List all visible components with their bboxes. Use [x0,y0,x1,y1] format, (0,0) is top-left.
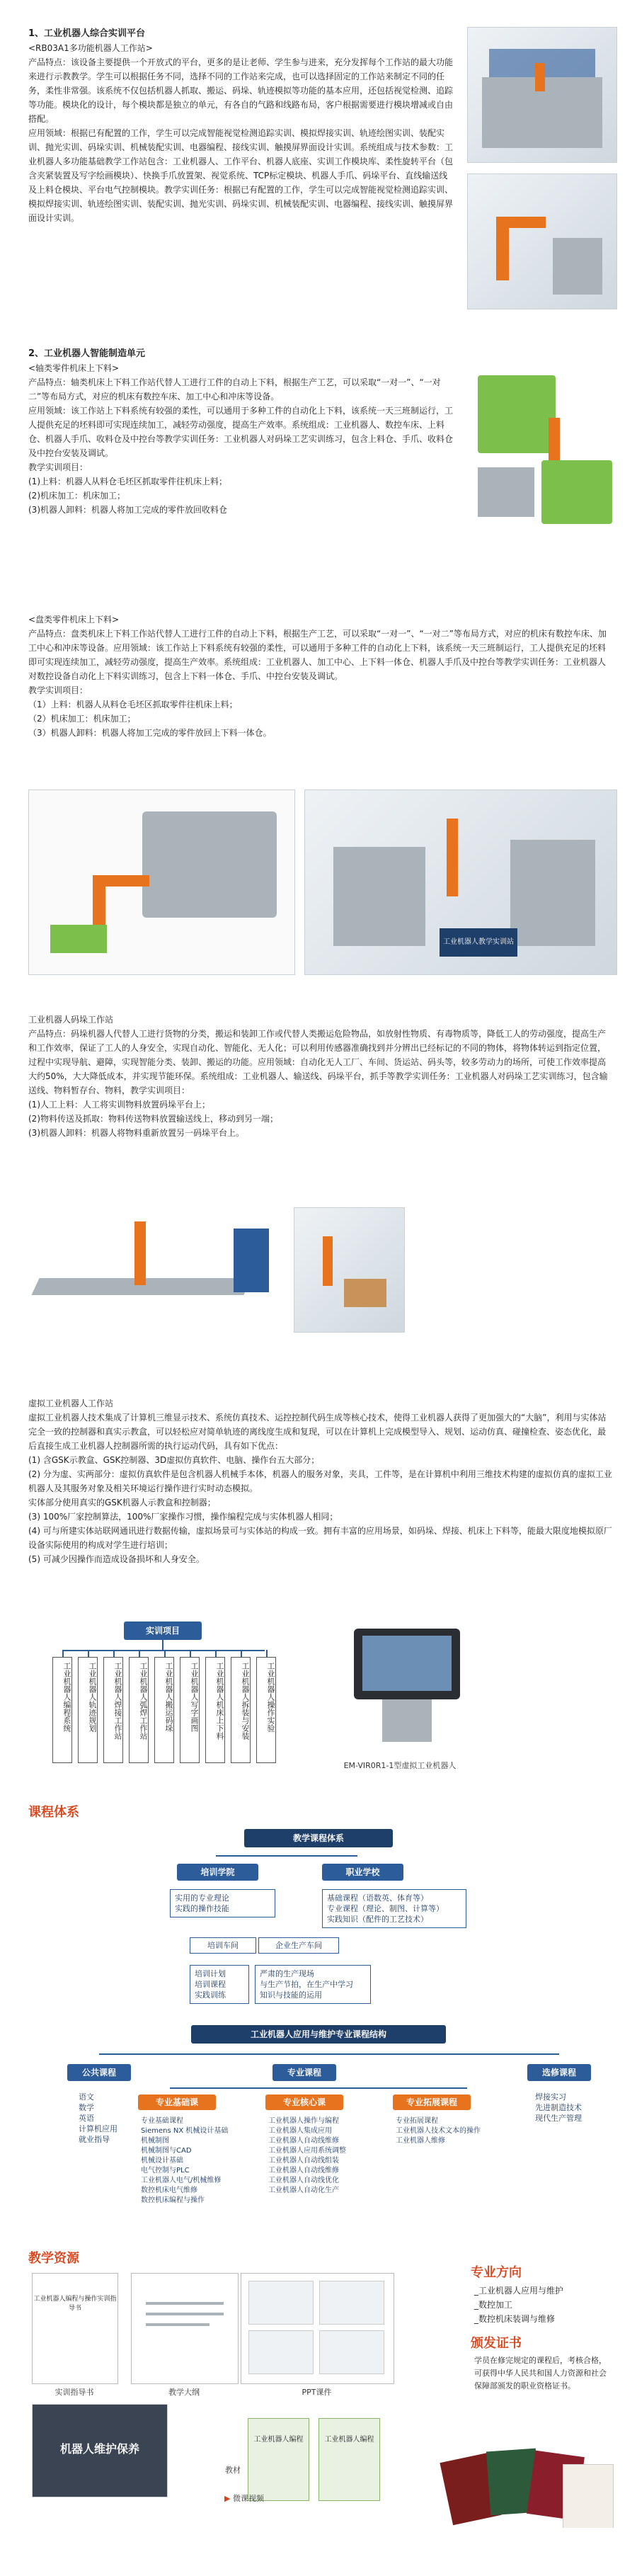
paragraph: 产品特点：盘类机床上下料工作站代替人工进行工件的自动上下料，根据生产工艺，可以采取“一对一”、“一对二”等布局方式，对应的机床有数控车床、加工中心和冲床等设备。应用领域：该工作站上下料系统有较强的柔性，可以通用于多种工件的自动化上下料，该系统一天三班制运行，工人提供充足的坯料即可实现连续加工，减轻劳动强度，提高生产效率。系统组成：工业机器人、加工中心、上下料一体仓、机器人手爪及中控台等教学实训任务：工业机器人对数控设备自动化上下料实训练习，包含上下料一体仓、手爪、中控台安装及调试。 [28,629,607,681]
course-item: 工业机器人维修 [396,2137,445,2145]
task-item: (2)物料传送及抓取：物料传送物料放置输送线上，移动到另一端； [28,1114,279,1124]
caption-video [212,2492,276,2504]
public-course: 公共课程 [67,2064,131,2081]
direction-item: _数控加工 [474,2300,513,2310]
extension-items [393,2115,505,2148]
course-item: Siemens NX 机械设计基础 [141,2127,229,2135]
training-item: 工业机器人操作实验 [256,1657,276,1763]
task-item: （3）机器人卸料：机器人将加工完成的零件放回上下料一体仓。 [28,728,272,738]
course-item: 现代生产管理 [535,2114,582,2123]
bottom-item: 严肃的生产现场 [260,1969,314,1978]
course-heading: 课程体系 [28,1805,79,1820]
point: (5) 可减少因操作而造成设备损坏和人身安全。 [28,1554,205,1564]
caption-video-text: 微课视频 [232,2494,264,2503]
course-item: 就业指导 [79,2135,110,2144]
course-item: 工业机器人操作与编程 [268,2117,339,2125]
textbook-title: 工业机器人编程 [253,2436,304,2444]
model-name: <RB03A1多功能机器人工作站> [28,43,153,53]
course-system-title: 教学课程体系 [244,1829,393,1847]
training-workshop: 培训车间 [190,1937,256,1954]
training-item: 工业机器人拆装与安装 [231,1657,251,1763]
direction-item: _工业机器人应用与维护 [474,2286,564,2296]
course-item: 焊接实习 [535,2092,566,2102]
shaft-loading-render [464,354,619,545]
elective-course: 选修课程 [527,2064,591,2081]
caption-textbook: 教材 [225,2466,241,2475]
course-item: 语文 [79,2092,94,2102]
disc-loading-render [28,790,295,975]
connector [113,1650,115,1657]
bottom-item: 培训课程 [195,1980,226,1989]
paragraph: 应用领域：该工作站上下料系统有较强的柔性，可以通用于多种工件的自动化上下料，该系统一天三班制运行，工人提供充足的坯料即可实现连续加工，减轻劳动强度，提高生产效率。系统组成：工业机器人、数控车床、上料仓、机器人手爪、收料仓及中控台等教学实训任务：工业机器人对码垛工艺实训练习，包含上料仓、手爪、收料仓及中控台安装及调试。 [28,406,454,458]
ppt-slides [241,2273,394,2384]
enterprise-workshop: 企业生产车间 [258,1937,339,1954]
caption-guide: 实训指导书 [54,2388,94,2397]
arrow-icon: ▶ [224,2494,231,2503]
major-course: 专业课程 [272,2064,336,2081]
virtual-robot-device [318,1622,481,1756]
connector [215,1650,217,1657]
point: (3) 100%厂家控制算法，100%厂家操作习惯，操作编程完成与实体机器人相同； [28,1512,338,1522]
course-item: 英语 [79,2114,94,2123]
connector [88,1650,89,1657]
course-item: 计算机应用 [79,2124,117,2133]
section-title: 2、工业机器人智能制造单元 [28,348,146,359]
model-name: <盘类零件机床上下料> [28,615,120,625]
robot-cell-photo [467,173,617,309]
caption-ppt: PPT课件 [302,2388,332,2397]
right-goals [322,1889,466,1928]
station-sign: 工业机器人教学实训站 [440,928,517,957]
workstation-photo [467,27,617,163]
task-item: (1)人工上料：人工将实训物料放置码垛平台上； [28,1100,210,1110]
point: 实体部分使用真实的GSK机器人示教盒和控制器； [28,1498,216,1508]
disc-loading-photo [304,790,617,975]
section-title: 工业机器人码垛工作站 [28,1015,114,1025]
course-item: 工业机器人应用系统调整 [268,2147,346,2155]
course-structure-title: 工业机器人应用与维护专业课程结构 [191,2025,446,2044]
bottom-item: 培训计划 [195,1969,226,1978]
task-item: （2）机床加工：机床加工； [28,714,136,724]
point: (2) 分为虚、实两部分：虚拟仿真软件是包含机器人机械手本体，机器人的服务对象，夹具，工件等，是在计算机中利用三维技术构建的虚拟仿真的虚拟工业机器人及其服务对象及相关环境运行操作进行实时动态模拟。 [28,1469,612,1493]
course-item: 工业机器人自动线维修 [268,2167,339,2175]
section-virtual-robot [28,1396,612,1566]
extension-course: 专业拓展课程 [393,2095,471,2110]
bottom-item: 知识与技能的运用 [260,1990,322,2000]
core-items [265,2115,391,2197]
task-item: (1)上料：机器人从料仓毛坯区抓取零件往机床上料； [28,477,228,486]
public-items [74,2089,136,2148]
caption-syllabus: 教学大纲 [168,2388,200,2397]
course-item: 电气控制与PLC [141,2167,190,2175]
goal-item: 专业课程（理论、制图、计算等） [327,1904,444,1913]
connector [266,1650,268,1657]
training-item: 工业机器人写字画图 [180,1657,200,1763]
task-item: (3)机器人卸料：机器人将物料重新放置另一码垛平台上。 [28,1128,245,1138]
training-college: 培训学院 [177,1864,258,1881]
goal-item: 基础课程（语数英、体育等） [327,1893,428,1903]
task-item: (3)机器人卸料：机器人将加工完成的零件放回收料仓 [28,505,228,515]
connector [62,1650,64,1657]
connector [164,1650,166,1657]
task-item: （1）上料：机器人从料仓毛坯区抓取零件往机床上料； [28,700,238,709]
goal-item: 实践知识（配件的工艺技术） [327,1915,428,1924]
bottom-item: 与生产节拍，在生产中学习 [260,1980,353,1989]
course-item: 数控机床电气维修 [141,2187,197,2194]
training-item: 工业机器人弧焊工作站 [129,1657,149,1763]
goal-item: 实用的专业理论 [175,1893,229,1903]
training-item: 工业机器人焊接工作站 [103,1657,123,1763]
certificates [439,2436,616,2528]
connector [139,1650,140,1657]
direction-item: _数控机床装调与维修 [474,2314,556,2324]
course-item: 数学 [79,2103,94,2112]
certificate-text: 学员在修完规定的课程后，考核合格，可获得中华人民共和国人力资源和社会保障部颁发的职业资格证书。 [474,2356,607,2390]
course-item: 机械制图 [141,2137,169,2145]
course-item: 先进制造技术 [535,2103,582,2112]
course-item: 机械设计基础 [141,2157,183,2165]
palletizing-render [28,1200,290,1328]
section-title: 1、工业机器人综合实训平台 [28,28,146,39]
connector [241,1650,242,1657]
video-cover [32,2404,168,2497]
guide-book [32,2273,118,2384]
training-item: 工业机器人机床上下料 [205,1657,225,1763]
left-goals [170,1889,275,1917]
point: (1) 含GSK示教盒、GSK控制器、3D虚拟仿真软件、电脑、操作台五大部分； [28,1455,320,1465]
section-smart-manufacturing [28,347,453,517]
course-item: 专业拓展课程 [396,2117,438,2125]
textbook-title: 工业机器人编程 [324,2436,374,2444]
resources-heading: 教学资源 [28,2251,79,2266]
core-course: 专业核心课 [265,2095,343,2110]
direction-list [474,2284,616,2326]
section-disc-loading [28,612,612,740]
course-item: 工业机器人自动线组装 [268,2157,339,2165]
syllabus [131,2273,239,2384]
connector [190,1650,191,1657]
paragraph: 产品特点：码垛机器人代替人工进行货物的分类，搬运和装卸工作或代替人类搬运危险物品，如放射性物质、有毒物质等，降低工人的劳动强度，提高生产和工作效率，保证了工人的人身安全，实现自动化、智能化、无人化；可以利用传感器准确找到并分辨出已经标记的不同的物体，将物体转运到指定位置，过程中实现导航、避障，实现智能分类、装卸、搬运的功能。应用领域：自动化无人工厂、车间、货运站、码头等，较多劳动力的场所，可使工作效率提高大约50%，大大降低成本，并实现节能环保。系统组成：工业机器人、输送线、码垛平台，抓手等教学实训任务：工业机器人对码垛工艺实训练习，包含输送线、物料暂存台、物料，教学实训项目： [28,1029,608,1095]
course-item: 专业基础课程 [141,2117,183,2125]
training-item: 工业机器人搬运码垛 [154,1657,174,1763]
course-item: 工业机器人集成应用 [268,2127,332,2135]
course-item: 工业机器人自动线维修 [268,2137,339,2145]
paragraph: 虚拟工业机器人技术集成了计算机三维显示技术、系统仿真技术、运控控制代码生成等核心技术，使得工业机器人获得了更加强大的“大脑”，利用与实体站完全一致的控制器和真实示教盒，可以轻松应对简单轨迹的离线度生成和复现，可以在计算机上完成模型导入、规划、运动仿真、碰撞检查、姿态优化，最后直接生成工业机器人控制器所需的执行运动代码，具有如下优点： [28,1413,607,1451]
paragraph: 产品特点：该设备主要提供一个开放式的平台，更多的是让老师、学生参与进来，充分发挥每个工作站的最大功能来进行示教教学。学生可以根据任务不同，选择不同的工作站来完成，也可以选择固定的工作站来制定不同的任务，柔性非常强。该系统不仅包括机器人抓取、搬运、码垛、轨迹模拟等功能的基本应用，还包括视觉检测、追踪等功能。模块化的设计，每个模块都是独立的单元，有各自的气路和线路布局，客户根据需要进行模块增减或自由搭配。 [28,57,454,124]
course-item: 机械制图与CAD [141,2147,192,2155]
model-name: <轴类零件机床上下料> [28,363,120,373]
palletizing-photo [294,1207,405,1333]
goal-item: 实践的操作技能 [175,1904,229,1913]
left-bottom [190,1965,249,2004]
training-item: 工业机器人轨迹规划 [78,1657,98,1763]
direction-heading: 专业方向 [471,2265,522,2280]
course-item: 工业机器人电气/机械维修 [141,2177,222,2184]
section-training-platform [28,27,453,225]
basic-items [138,2115,264,2207]
course-item: 工业机器人自动线优化 [268,2177,339,2184]
elective-items [531,2089,617,2126]
course-item: 工业机器人自动化生产 [268,2187,339,2194]
tasks-heading: 教学实训项目： [28,685,88,695]
course-item: 工业机器人技术文本的操作 [396,2127,481,2135]
point: (4) 可与所建实体站联网通讯进行数据传输，虚拟场景可与实体站的构成一致。拥有丰富的应用场景，如码垛、焊接、机床上下料等，能最大限度地模拟原厂设备实际使用的构成对学生进行培训； [28,1526,612,1550]
training-item: 工业机器人编程系统 [52,1657,72,1763]
video-cover-title: 机器人维护保养 [59,2442,139,2456]
right-bottom [255,1965,371,2004]
tasks-heading: 教学实训项目： [28,462,88,472]
course-item: 数控机床编程与操作 [141,2196,205,2204]
bottom-item: 实践训练 [195,1990,226,2000]
vocational-school: 职业学校 [322,1864,403,1881]
section-title: 虚拟工业机器人工作站 [28,1398,114,1408]
paragraph: 产品特点：轴类机床上下料工作站代替人工进行工件的自动上下料，根据生产工艺，可以采取“一对一”、“一对二”等布局方式，对应的机床有数控车床、加工中心和冲床等设备。 [28,377,441,401]
paragraph: 应用领域：根据已有配置的工作，学生可以完成智能视觉检测追踪实训、模拟焊接实训、轨迹绘图实训、装配实训、抛光实训、码垛实训、机械装配实训、电器编程、接线实训、触摸屏界面设计实训。系统组成与技术参数：工业机器人多功能基础教学工作站包含：工业机器人、工作平台、机器人底座、实训工作模块库、柔性旋转平台（包含夹紧装置及写字绘画模块）、快换手爪放置架、视觉系统、TCP标定模块、机器人手爪、码垛平台、直线输送线及上料仓模块、平台电气控制模块。教学实训任务：根据已有配置的工作，学生可以完成智能视觉检测追踪实训、模拟焊接实训、轨迹绘图实训、装配实训、抛光实训、码垛实训、机械装配实训、电器编程、接线实训、触摸屏界面设计实训。 [28,128,454,223]
basic-course: 专业基础课 [138,2095,216,2110]
device-caption: EM-VIR0R1-1型虚拟工业机器人 [343,1761,457,1770]
task-item: (2)机床加工：机床加工； [28,491,125,501]
guide-book-title: 工业机器人编程与操作实训指导书 [33,2296,117,2312]
section-palletizing [28,1013,612,1140]
training-items-title: 实训项目 [124,1622,202,1640]
certificate-heading: 颁发证书 [471,2336,522,2351]
